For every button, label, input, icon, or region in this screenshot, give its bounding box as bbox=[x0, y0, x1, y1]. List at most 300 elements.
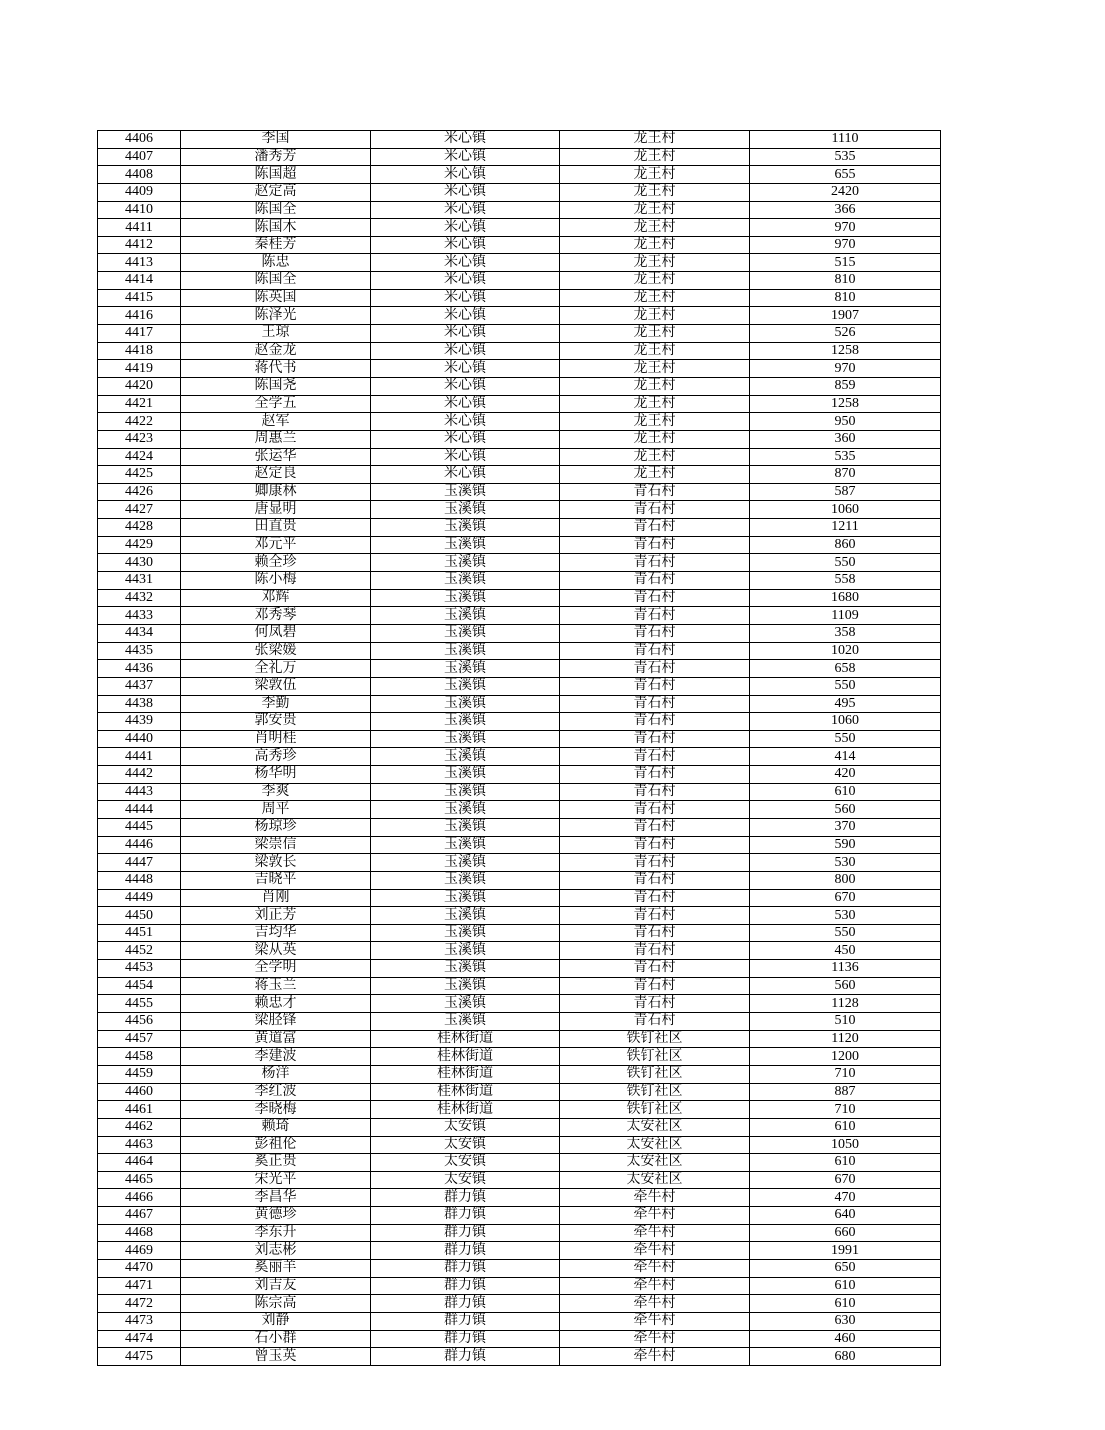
town-cell: 米心镇 bbox=[371, 236, 560, 254]
town-cell: 玉溪镇 bbox=[371, 748, 560, 766]
town-cell: 米心镇 bbox=[371, 201, 560, 219]
person-name-cell: 陈小梅 bbox=[181, 572, 371, 590]
village-cell: 龙王村 bbox=[560, 272, 750, 290]
village-cell: 铁钉社区 bbox=[560, 1030, 750, 1048]
amount-cell: 970 bbox=[750, 236, 941, 254]
person-name-cell: 刘静 bbox=[181, 1312, 371, 1330]
amount-cell: 970 bbox=[750, 219, 941, 237]
table-row bbox=[98, 466, 941, 484]
town-cell: 米心镇 bbox=[371, 430, 560, 448]
table-body bbox=[98, 131, 941, 1366]
village-cell: 铁钉社区 bbox=[560, 1101, 750, 1119]
person-name-cell: 李勤 bbox=[181, 695, 371, 713]
amount-cell: 1060 bbox=[750, 713, 941, 731]
town-cell: 太安镇 bbox=[371, 1171, 560, 1189]
village-cell: 青石村 bbox=[560, 536, 750, 554]
person-name-cell: 陈国全 bbox=[181, 272, 371, 290]
town-cell: 米心镇 bbox=[371, 342, 560, 360]
village-cell: 青石村 bbox=[560, 995, 750, 1013]
table-row bbox=[98, 695, 941, 713]
row-number-cell: 4447 bbox=[98, 854, 181, 872]
table-row bbox=[98, 166, 941, 184]
table-row bbox=[98, 201, 941, 219]
table-row bbox=[98, 1013, 941, 1031]
person-name-cell: 赖琦 bbox=[181, 1118, 371, 1136]
table-row bbox=[98, 501, 941, 519]
person-name-cell: 陈国木 bbox=[181, 219, 371, 237]
row-number-cell: 4473 bbox=[98, 1312, 181, 1330]
person-name-cell: 赵金龙 bbox=[181, 342, 371, 360]
amount-cell: 1020 bbox=[750, 642, 941, 660]
person-name-cell: 刘志彬 bbox=[181, 1242, 371, 1260]
amount-cell: 610 bbox=[750, 1295, 941, 1313]
village-cell: 牵牛村 bbox=[560, 1242, 750, 1260]
village-cell: 龙王村 bbox=[560, 325, 750, 343]
village-cell: 牵牛村 bbox=[560, 1312, 750, 1330]
person-name-cell: 全学五 bbox=[181, 395, 371, 413]
person-name-cell: 何凤碧 bbox=[181, 624, 371, 642]
table-row bbox=[98, 448, 941, 466]
table-row bbox=[98, 889, 941, 907]
village-cell: 青石村 bbox=[560, 677, 750, 695]
person-name-cell: 梁胫锋 bbox=[181, 1013, 371, 1031]
amount-cell: 800 bbox=[750, 871, 941, 889]
person-name-cell: 唐显明 bbox=[181, 501, 371, 519]
village-cell: 青石村 bbox=[560, 907, 750, 925]
town-cell: 群力镇 bbox=[371, 1312, 560, 1330]
amount-cell: 670 bbox=[750, 889, 941, 907]
table-row bbox=[98, 977, 941, 995]
person-name-cell: 邓辉 bbox=[181, 589, 371, 607]
town-cell: 玉溪镇 bbox=[371, 536, 560, 554]
town-cell: 米心镇 bbox=[371, 219, 560, 237]
person-name-cell: 张运华 bbox=[181, 448, 371, 466]
table-row bbox=[98, 1189, 941, 1207]
amount-cell: 535 bbox=[750, 448, 941, 466]
table-row bbox=[98, 801, 941, 819]
village-cell: 牵牛村 bbox=[560, 1330, 750, 1348]
amount-cell: 1120 bbox=[750, 1030, 941, 1048]
amount-cell: 560 bbox=[750, 801, 941, 819]
person-name-cell: 黄道富 bbox=[181, 1030, 371, 1048]
amount-cell: 610 bbox=[750, 1118, 941, 1136]
village-cell: 龙王村 bbox=[560, 430, 750, 448]
amount-cell: 630 bbox=[750, 1312, 941, 1330]
table-row bbox=[98, 395, 941, 413]
row-number-cell: 4435 bbox=[98, 642, 181, 660]
amount-cell: 870 bbox=[750, 466, 941, 484]
table-row bbox=[98, 377, 941, 395]
amount-cell: 655 bbox=[750, 166, 941, 184]
row-number-cell: 4415 bbox=[98, 289, 181, 307]
town-cell: 玉溪镇 bbox=[371, 713, 560, 731]
amount-cell: 470 bbox=[750, 1189, 941, 1207]
person-name-cell: 刘正芳 bbox=[181, 907, 371, 925]
person-name-cell: 李国 bbox=[181, 131, 371, 149]
town-cell: 米心镇 bbox=[371, 377, 560, 395]
person-name-cell: 陈英国 bbox=[181, 289, 371, 307]
amount-cell: 1110 bbox=[750, 131, 941, 149]
amount-cell: 450 bbox=[750, 942, 941, 960]
person-name-cell: 邓秀琴 bbox=[181, 607, 371, 625]
amount-cell: 550 bbox=[750, 924, 941, 942]
row-number-cell: 4429 bbox=[98, 536, 181, 554]
row-number-cell: 4439 bbox=[98, 713, 181, 731]
row-number-cell: 4469 bbox=[98, 1242, 181, 1260]
person-name-cell: 杨琼珍 bbox=[181, 818, 371, 836]
village-cell: 青石村 bbox=[560, 554, 750, 572]
person-name-cell: 杨华明 bbox=[181, 766, 371, 784]
table-row bbox=[98, 589, 941, 607]
table-row bbox=[98, 1260, 941, 1278]
table-row bbox=[98, 325, 941, 343]
row-number-cell: 4407 bbox=[98, 148, 181, 166]
person-name-cell: 陈泽光 bbox=[181, 307, 371, 325]
village-cell: 青石村 bbox=[560, 713, 750, 731]
town-cell: 玉溪镇 bbox=[371, 783, 560, 801]
row-number-cell: 4410 bbox=[98, 201, 181, 219]
village-cell: 青石村 bbox=[560, 818, 750, 836]
person-name-cell: 赵定良 bbox=[181, 466, 371, 484]
amount-cell: 887 bbox=[750, 1083, 941, 1101]
village-cell: 青石村 bbox=[560, 924, 750, 942]
table-row bbox=[98, 642, 941, 660]
town-cell: 玉溪镇 bbox=[371, 695, 560, 713]
row-number-cell: 4466 bbox=[98, 1189, 181, 1207]
village-cell: 青石村 bbox=[560, 642, 750, 660]
town-cell: 米心镇 bbox=[371, 325, 560, 343]
village-cell: 青石村 bbox=[560, 483, 750, 501]
village-cell: 青石村 bbox=[560, 572, 750, 590]
table-row bbox=[98, 289, 941, 307]
village-cell: 铁钉社区 bbox=[560, 1048, 750, 1066]
village-cell: 青石村 bbox=[560, 836, 750, 854]
row-number-cell: 4437 bbox=[98, 677, 181, 695]
person-name-cell: 李东升 bbox=[181, 1224, 371, 1242]
row-number-cell: 4467 bbox=[98, 1207, 181, 1225]
person-name-cell: 肖明桂 bbox=[181, 730, 371, 748]
amount-cell: 530 bbox=[750, 907, 941, 925]
person-name-cell: 梁从英 bbox=[181, 942, 371, 960]
amount-cell: 1050 bbox=[750, 1136, 941, 1154]
person-name-cell: 梁敦伍 bbox=[181, 677, 371, 695]
village-cell: 青石村 bbox=[560, 783, 750, 801]
table-row bbox=[98, 624, 941, 642]
row-number-cell: 4424 bbox=[98, 448, 181, 466]
town-cell: 桂林街道 bbox=[371, 1048, 560, 1066]
row-number-cell: 4442 bbox=[98, 766, 181, 784]
table-row bbox=[98, 960, 941, 978]
row-number-cell: 4465 bbox=[98, 1171, 181, 1189]
town-cell: 玉溪镇 bbox=[371, 836, 560, 854]
row-number-cell: 4446 bbox=[98, 836, 181, 854]
village-cell: 青石村 bbox=[560, 501, 750, 519]
town-cell: 群力镇 bbox=[371, 1260, 560, 1278]
table-row bbox=[98, 1242, 941, 1260]
town-cell: 玉溪镇 bbox=[371, 818, 560, 836]
table-row bbox=[98, 1348, 941, 1366]
row-number-cell: 4409 bbox=[98, 183, 181, 201]
table-row bbox=[98, 430, 941, 448]
village-cell: 青石村 bbox=[560, 730, 750, 748]
town-cell: 玉溪镇 bbox=[371, 483, 560, 501]
table-row bbox=[98, 1312, 941, 1330]
amount-cell: 1258 bbox=[750, 342, 941, 360]
table-row bbox=[98, 254, 941, 272]
row-number-cell: 4461 bbox=[98, 1101, 181, 1119]
person-name-cell: 王琼 bbox=[181, 325, 371, 343]
village-cell: 龙王村 bbox=[560, 219, 750, 237]
table-row bbox=[98, 219, 941, 237]
row-number-cell: 4436 bbox=[98, 660, 181, 678]
amount-cell: 530 bbox=[750, 854, 941, 872]
row-number-cell: 4413 bbox=[98, 254, 181, 272]
village-cell: 牵牛村 bbox=[560, 1207, 750, 1225]
person-name-cell: 陈忠 bbox=[181, 254, 371, 272]
person-name-cell: 蒋代书 bbox=[181, 360, 371, 378]
row-number-cell: 4434 bbox=[98, 624, 181, 642]
town-cell: 米心镇 bbox=[371, 272, 560, 290]
row-number-cell: 4462 bbox=[98, 1118, 181, 1136]
table-row bbox=[98, 1083, 941, 1101]
village-cell: 青石村 bbox=[560, 871, 750, 889]
row-number-cell: 4464 bbox=[98, 1154, 181, 1172]
person-name-cell: 彭祖伦 bbox=[181, 1136, 371, 1154]
row-number-cell: 4423 bbox=[98, 430, 181, 448]
town-cell: 玉溪镇 bbox=[371, 960, 560, 978]
town-cell: 米心镇 bbox=[371, 448, 560, 466]
table-row bbox=[98, 413, 941, 431]
town-cell: 玉溪镇 bbox=[371, 572, 560, 590]
row-number-cell: 4425 bbox=[98, 466, 181, 484]
town-cell: 桂林街道 bbox=[371, 1030, 560, 1048]
table-row bbox=[98, 677, 941, 695]
row-number-cell: 4451 bbox=[98, 924, 181, 942]
village-cell: 龙王村 bbox=[560, 254, 750, 272]
town-cell: 玉溪镇 bbox=[371, 889, 560, 907]
table-row bbox=[98, 1171, 941, 1189]
person-name-cell: 赖全珍 bbox=[181, 554, 371, 572]
amount-cell: 810 bbox=[750, 272, 941, 290]
row-number-cell: 4426 bbox=[98, 483, 181, 501]
town-cell: 太安镇 bbox=[371, 1118, 560, 1136]
town-cell: 米心镇 bbox=[371, 395, 560, 413]
amount-cell: 587 bbox=[750, 483, 941, 501]
row-number-cell: 4468 bbox=[98, 1224, 181, 1242]
village-cell: 龙王村 bbox=[560, 342, 750, 360]
table-row bbox=[98, 1048, 941, 1066]
amount-cell: 660 bbox=[750, 1224, 941, 1242]
village-cell: 龙王村 bbox=[560, 236, 750, 254]
town-cell: 玉溪镇 bbox=[371, 554, 560, 572]
amount-cell: 358 bbox=[750, 624, 941, 642]
table-row bbox=[98, 1295, 941, 1313]
person-name-cell: 全学明 bbox=[181, 960, 371, 978]
amount-cell: 859 bbox=[750, 377, 941, 395]
row-number-cell: 4411 bbox=[98, 219, 181, 237]
table-row bbox=[98, 942, 941, 960]
village-cell: 青石村 bbox=[560, 942, 750, 960]
row-number-cell: 4408 bbox=[98, 166, 181, 184]
amount-cell: 558 bbox=[750, 572, 941, 590]
town-cell: 米心镇 bbox=[371, 254, 560, 272]
table-row bbox=[98, 1118, 941, 1136]
amount-cell: 460 bbox=[750, 1330, 941, 1348]
town-cell: 玉溪镇 bbox=[371, 589, 560, 607]
town-cell: 太安镇 bbox=[371, 1154, 560, 1172]
table-row bbox=[98, 836, 941, 854]
village-cell: 牵牛村 bbox=[560, 1277, 750, 1295]
person-name-cell: 石小群 bbox=[181, 1330, 371, 1348]
amount-cell: 420 bbox=[750, 766, 941, 784]
table-row bbox=[98, 924, 941, 942]
row-number-cell: 4455 bbox=[98, 995, 181, 1013]
town-cell: 玉溪镇 bbox=[371, 677, 560, 695]
amount-cell: 650 bbox=[750, 1260, 941, 1278]
amount-cell: 658 bbox=[750, 660, 941, 678]
town-cell: 玉溪镇 bbox=[371, 1013, 560, 1031]
amount-cell: 640 bbox=[750, 1207, 941, 1225]
town-cell: 玉溪镇 bbox=[371, 942, 560, 960]
row-number-cell: 4428 bbox=[98, 519, 181, 537]
amount-cell: 495 bbox=[750, 695, 941, 713]
town-cell: 米心镇 bbox=[371, 289, 560, 307]
table-row bbox=[98, 536, 941, 554]
village-cell: 龙王村 bbox=[560, 166, 750, 184]
row-number-cell: 4450 bbox=[98, 907, 181, 925]
town-cell: 桂林街道 bbox=[371, 1065, 560, 1083]
village-cell: 龙王村 bbox=[560, 413, 750, 431]
row-number-cell: 4474 bbox=[98, 1330, 181, 1348]
row-number-cell: 4431 bbox=[98, 572, 181, 590]
amount-cell: 1060 bbox=[750, 501, 941, 519]
table-row bbox=[98, 272, 941, 290]
row-number-cell: 4452 bbox=[98, 942, 181, 960]
town-cell: 玉溪镇 bbox=[371, 501, 560, 519]
row-number-cell: 4416 bbox=[98, 307, 181, 325]
village-cell: 龙王村 bbox=[560, 148, 750, 166]
town-cell: 群力镇 bbox=[371, 1224, 560, 1242]
town-cell: 玉溪镇 bbox=[371, 801, 560, 819]
row-number-cell: 4458 bbox=[98, 1048, 181, 1066]
amount-cell: 710 bbox=[750, 1065, 941, 1083]
village-cell: 牵牛村 bbox=[560, 1260, 750, 1278]
row-number-cell: 4420 bbox=[98, 377, 181, 395]
village-cell: 龙王村 bbox=[560, 466, 750, 484]
village-cell: 青石村 bbox=[560, 695, 750, 713]
table-row bbox=[98, 713, 941, 731]
village-cell: 青石村 bbox=[560, 854, 750, 872]
table-row bbox=[98, 148, 941, 166]
village-cell: 牵牛村 bbox=[560, 1224, 750, 1242]
person-name-cell: 梁崇信 bbox=[181, 836, 371, 854]
village-cell: 牵牛村 bbox=[560, 1348, 750, 1366]
village-cell: 青石村 bbox=[560, 519, 750, 537]
person-name-cell: 蒋玉兰 bbox=[181, 977, 371, 995]
amount-cell: 610 bbox=[750, 1154, 941, 1172]
person-name-cell: 全礼万 bbox=[181, 660, 371, 678]
person-name-cell: 张梁媛 bbox=[181, 642, 371, 660]
row-number-cell: 4438 bbox=[98, 695, 181, 713]
row-number-cell: 4463 bbox=[98, 1136, 181, 1154]
amount-cell: 1128 bbox=[750, 995, 941, 1013]
table-row bbox=[98, 854, 941, 872]
table-row bbox=[98, 1136, 941, 1154]
amount-cell: 590 bbox=[750, 836, 941, 854]
amount-cell: 414 bbox=[750, 748, 941, 766]
row-number-cell: 4427 bbox=[98, 501, 181, 519]
person-name-cell: 宋光平 bbox=[181, 1171, 371, 1189]
village-cell: 铁钉社区 bbox=[560, 1065, 750, 1083]
row-number-cell: 4470 bbox=[98, 1260, 181, 1278]
row-number-cell: 4460 bbox=[98, 1083, 181, 1101]
person-name-cell: 陈宗高 bbox=[181, 1295, 371, 1313]
person-name-cell: 李晓梅 bbox=[181, 1101, 371, 1119]
village-cell: 龙王村 bbox=[560, 377, 750, 395]
town-cell: 群力镇 bbox=[371, 1348, 560, 1366]
village-cell: 太安社区 bbox=[560, 1118, 750, 1136]
row-number-cell: 4443 bbox=[98, 783, 181, 801]
amount-cell: 1991 bbox=[750, 1242, 941, 1260]
amount-cell: 526 bbox=[750, 325, 941, 343]
town-cell: 玉溪镇 bbox=[371, 995, 560, 1013]
town-cell: 群力镇 bbox=[371, 1189, 560, 1207]
town-cell: 米心镇 bbox=[371, 466, 560, 484]
amount-cell: 550 bbox=[750, 730, 941, 748]
person-name-cell: 陈国超 bbox=[181, 166, 371, 184]
row-number-cell: 4457 bbox=[98, 1030, 181, 1048]
village-cell: 铁钉社区 bbox=[560, 1083, 750, 1101]
amount-cell: 550 bbox=[750, 554, 941, 572]
village-cell: 青石村 bbox=[560, 960, 750, 978]
row-number-cell: 4441 bbox=[98, 748, 181, 766]
table-row bbox=[98, 183, 941, 201]
town-cell: 群力镇 bbox=[371, 1242, 560, 1260]
table-row bbox=[98, 483, 941, 501]
town-cell: 玉溪镇 bbox=[371, 519, 560, 537]
table-row bbox=[98, 818, 941, 836]
village-cell: 太安社区 bbox=[560, 1154, 750, 1172]
amount-cell: 970 bbox=[750, 360, 941, 378]
table-row bbox=[98, 995, 941, 1013]
town-cell: 玉溪镇 bbox=[371, 766, 560, 784]
table-row bbox=[98, 1065, 941, 1083]
table-row bbox=[98, 1277, 941, 1295]
town-cell: 米心镇 bbox=[371, 307, 560, 325]
row-number-cell: 4412 bbox=[98, 236, 181, 254]
person-name-cell: 潘秀芳 bbox=[181, 148, 371, 166]
table-row bbox=[98, 766, 941, 784]
table-row bbox=[98, 1154, 941, 1172]
row-number-cell: 4449 bbox=[98, 889, 181, 907]
amount-cell: 1258 bbox=[750, 395, 941, 413]
table-row bbox=[98, 342, 941, 360]
table-row bbox=[98, 236, 941, 254]
town-cell: 玉溪镇 bbox=[371, 607, 560, 625]
amount-cell: 1109 bbox=[750, 607, 941, 625]
village-cell: 龙王村 bbox=[560, 131, 750, 149]
town-cell: 玉溪镇 bbox=[371, 642, 560, 660]
person-name-cell: 周平 bbox=[181, 801, 371, 819]
person-name-cell: 刘吉友 bbox=[181, 1277, 371, 1295]
village-cell: 牵牛村 bbox=[560, 1295, 750, 1313]
person-name-cell: 陈国全 bbox=[181, 201, 371, 219]
person-name-cell: 吉晓平 bbox=[181, 871, 371, 889]
town-cell: 群力镇 bbox=[371, 1207, 560, 1225]
amount-cell: 1200 bbox=[750, 1048, 941, 1066]
village-cell: 青石村 bbox=[560, 624, 750, 642]
person-name-cell: 李建波 bbox=[181, 1048, 371, 1066]
